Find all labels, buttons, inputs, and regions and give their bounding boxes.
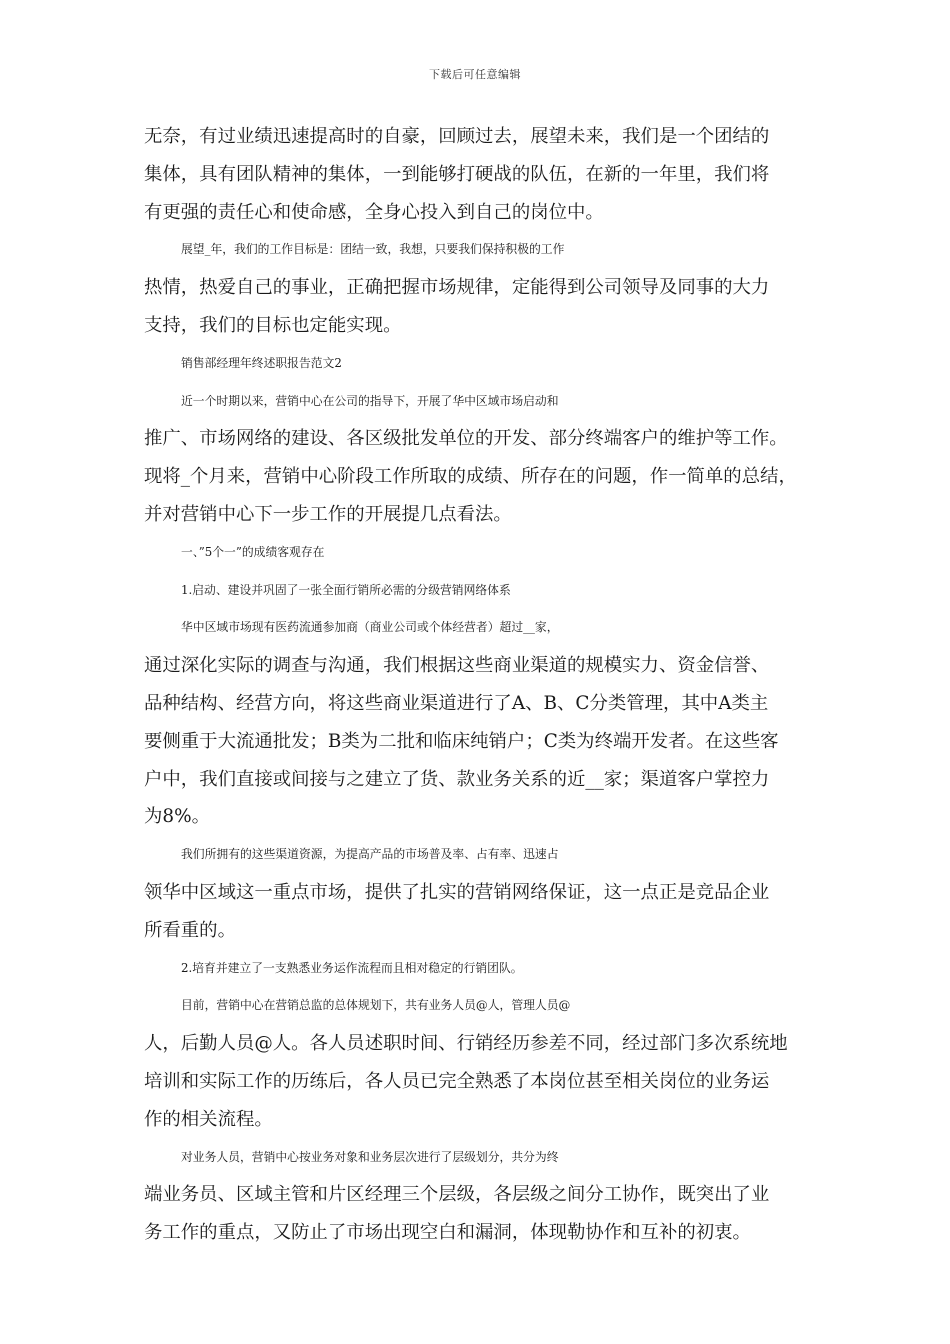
text-line: 领华中区域这一重点市场，提供了扎实的营销网络保证，这一点正是竞品企业 [144,881,770,903]
text-line: 我们所拥有的这些渠道资源，为提高产品的市场普及率、占有率、迅速占 [181,847,559,862]
document-body [144,118,812,1252]
page-header: 下载后可任意编辑 [429,68,521,81]
text-line: 所看重的。 [144,919,236,941]
text-line: 并对营销中心下一步工作的开展提几点看法。 [144,503,512,525]
text-line: 培训和实际工作的历练后，各人员已完全熟悉了本岗位甚至相关岗位的业务运 [144,1070,770,1092]
text-line: 为8%。 [144,806,210,828]
text-line: 务工作的重点，又防止了市场出现空白和漏洞，体现勒协作和互补的初衷。 [144,1222,751,1244]
text-line: 户中，我们直接或间接与之建立了货、款业务关系的近__家；渠道客户掌控力 [144,768,770,790]
text-line: 要侧重于大流通批发；B类为二批和临床纯销户；C类为终端开发者。在这些客 [144,730,779,752]
text-line: 作的相关流程。 [144,1108,273,1130]
text-line: 通过深化实际的调查与沟通，我们根据这些商业渠道的规模实力、资金信誉、 [144,655,770,677]
text-line: 1.启动、建设并巩固了一张全面行销所必需的分级营销网络体系 [181,582,511,597]
text-line: 销售部经理年终述职报告范文2 [181,355,342,370]
text-line: 展望_年，我们的工作目标是：团结一致，我想，只要我们保持积极的工作 [181,242,565,257]
text-line: 现将_个月来，营销中心阶段工作所取的成绩、所存在的问题，作一简单的总结， [144,466,797,488]
text-line: 品种结构、经营方向，将这些商业渠道进行了A、B、C分类管理，其中A类主 [144,692,769,714]
text-line: 有更强的责任心和使命感，全身心投入到自己的岗位中。 [144,201,604,223]
text-line: 端业务员、区域主管和片区经理三个层级，各层级之间分工协作，既突出了业 [144,1184,770,1206]
text-line: 无奈，有过业绩迅速提高时的自豪，回顾过去，展望未来，我们是一个团结的 [144,126,770,147]
text-line: 对业务人员，营销中心按业务对象和业务层次进行了层级划分，共分为终 [181,1149,559,1164]
text-line: 集体，具有团队精神的集体，一到能够打硬战的队伍，在新的一年里，我们将 [144,163,770,185]
text-line: 推广、市场网络的建设、各区级批发单位的开发、部分终端客户的维护等工作。 [144,428,788,450]
text-line: 目前，营销中心在营销总监的总体规划下，共有业务人员@人，管理人员@ [181,998,571,1013]
text-line: 近一个时期以来，营销中心在公司的指导下，开展了华中区域市场启动和 [181,393,559,408]
text-line: 2.培育并建立了一支熟悉业务运作流程而且相对稳定的行销团队。 [181,960,523,975]
text-line: 人，后勤人员@人。各人员述职时间、行销经历参差不同，经过部门多次系统地 [144,1033,788,1055]
text-line: 支持，我们的目标也定能实现。 [144,314,402,336]
text-line: 一、”5个一”的成绩客观存在 [181,544,325,559]
text-line: 热情，热爱自己的事业，正确把握市场规律，定能得到公司领导及同事的大力 [144,277,770,299]
text-line: 华中区域市场现有医药流通参加商（商业公司或个体经营者）超过__家， [181,620,559,635]
